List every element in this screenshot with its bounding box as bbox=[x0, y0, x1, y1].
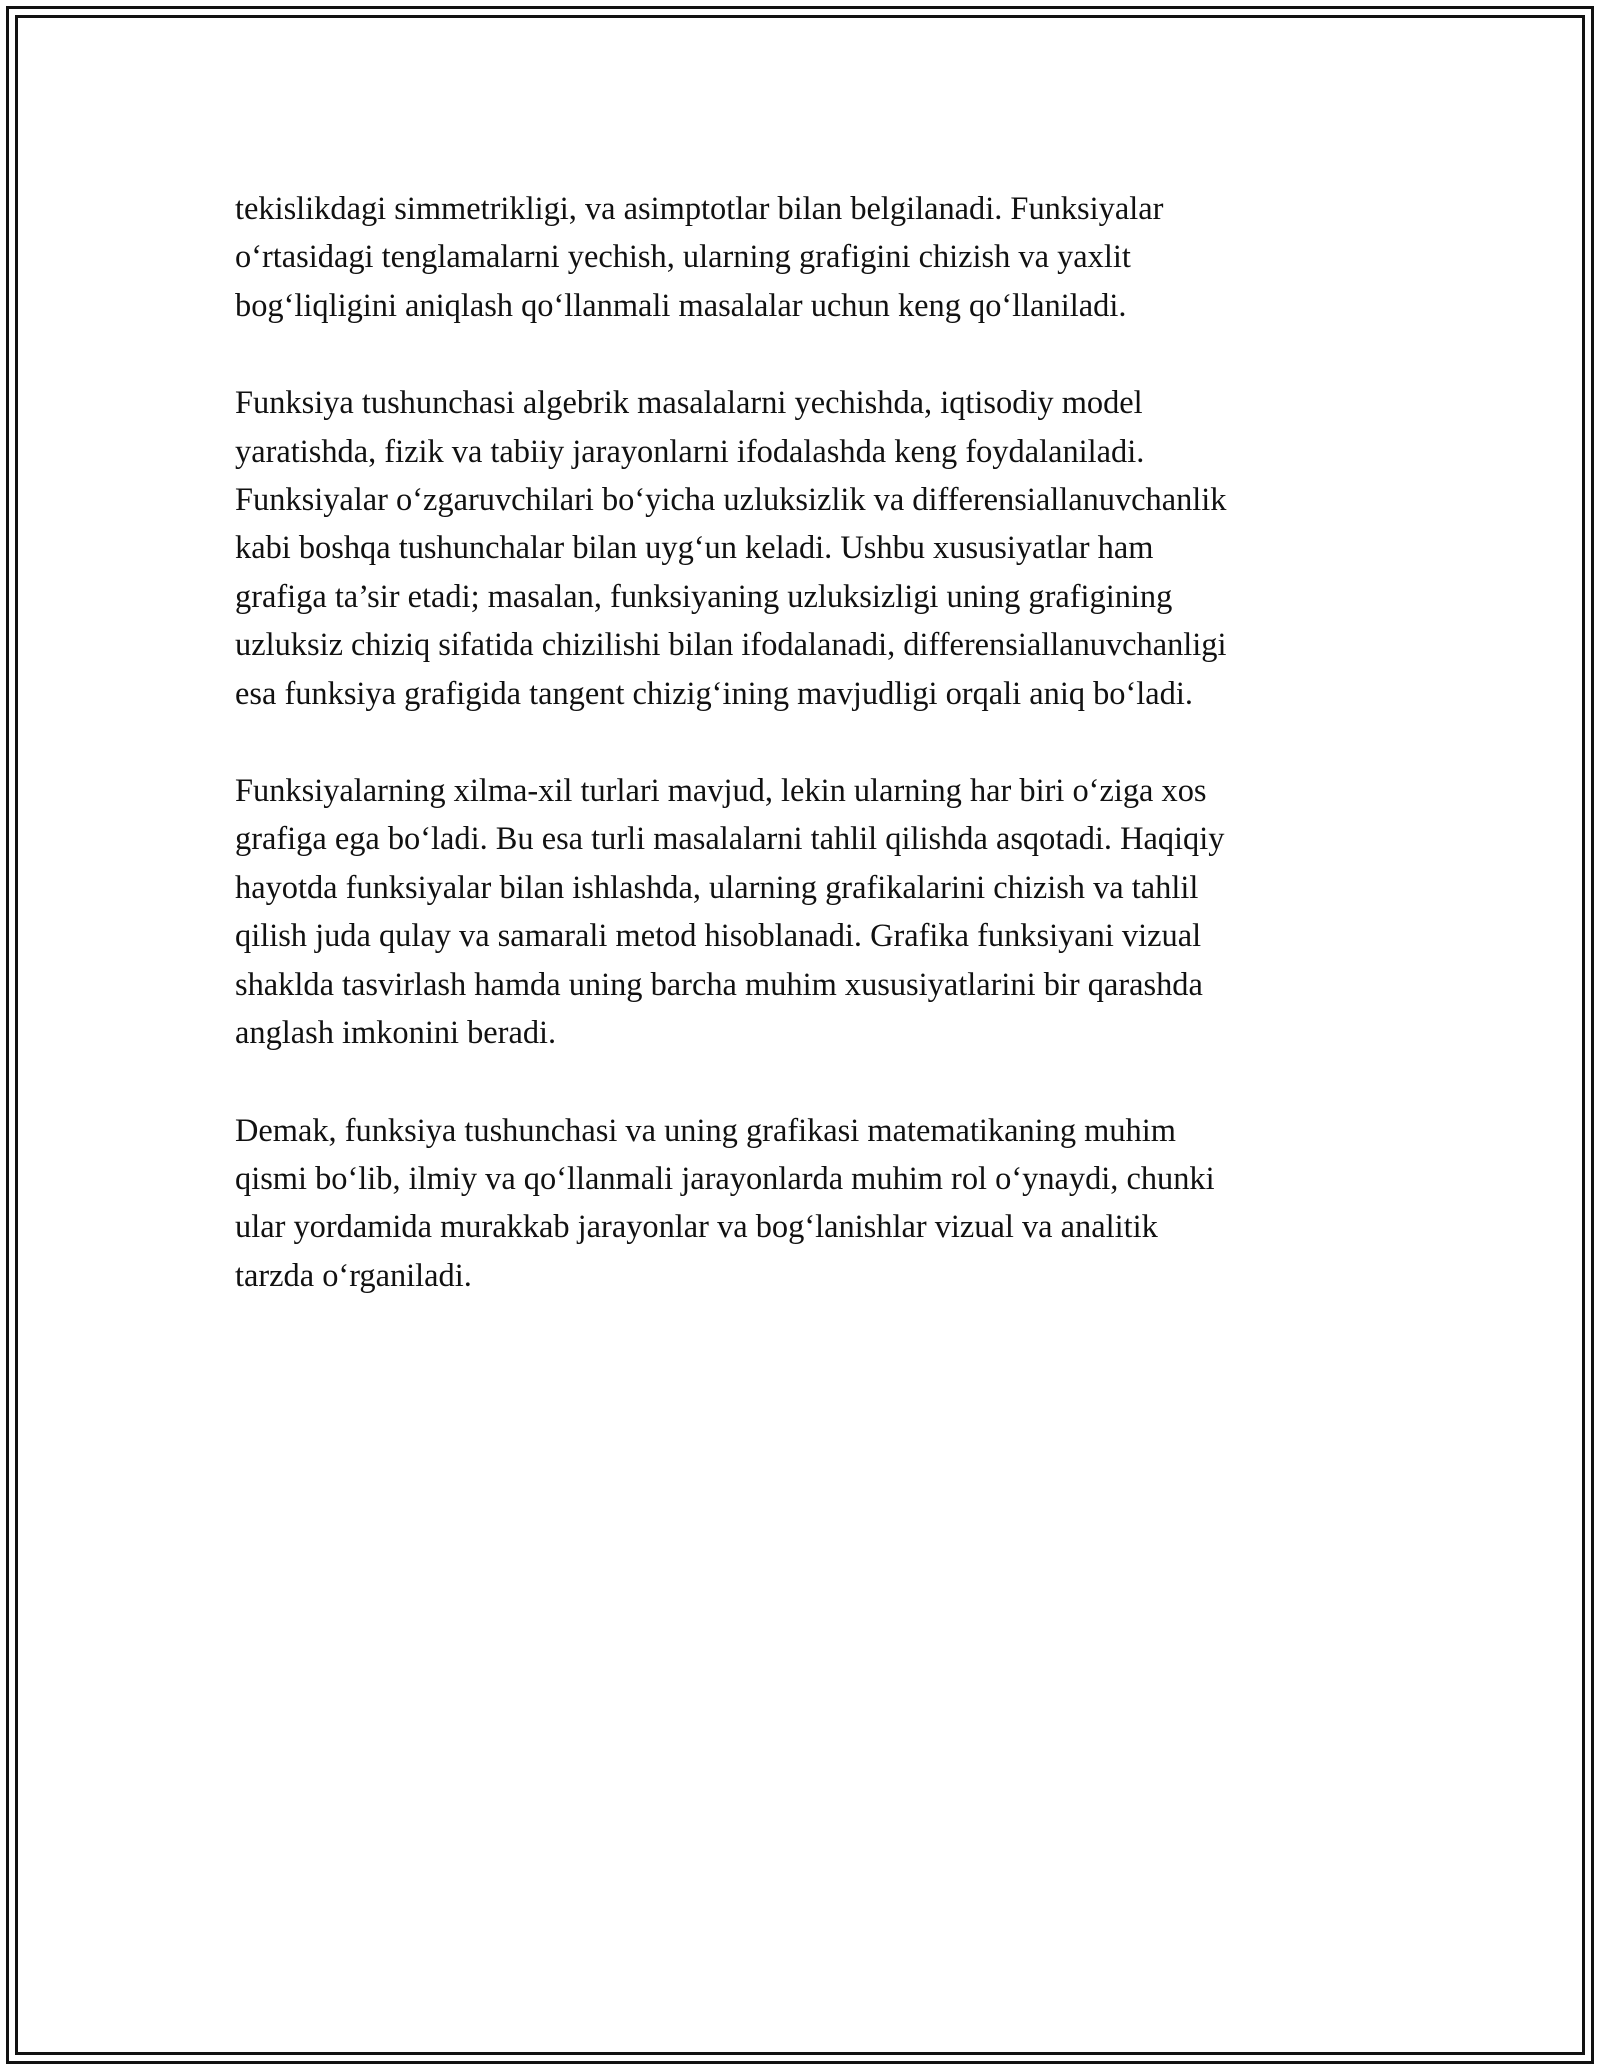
paragraph: Funksiya tushunchasi algebrik masalalarni yechishda, iqtisodiy model yaratishda, fizik va tabiiy jarayonlarni ifodalashda keng foydalaniladi. Funksiyalar o‘zgaruvchilari bo‘yicha uzluksizlik va differensiallanuvchanlik kabi boshqa tushunchalar bilan uyg‘un keladi. Ushbu xususiyatlar ham grafiga ta’sir etadi; masalan, funksiyaning uzluksizligi uning grafigining uzluksiz chiziq sifatida chizilishi bilan ifodalanadi, differensiallanuvchanligi esa funksiya grafigida tangent chizig‘ining mavjudligi orqali aniq bo‘ladi. bbox=[235, 385, 1227, 712]
paragraph: Funksiyalarning xilma-xil turlari mavjud, lekin ularning har biri o‘ziga xos grafiga ega bo‘ladi. Bu esa turli masalalarni tahlil qilishda asqotadi. Haqiqiy hayotda funksiyalar bilan ishlashda, ularning grafikalarini chizish va tahlil qilish juda qulay va samarali metod hisoblanadi. Grafika funksiyani vizual shaklda tasvirlash hamda uning barcha muhim xususiyatlarini bir qarashda anglash imkonini beradi. bbox=[235, 773, 1225, 1052]
paragraph: Demak, funksiya tushunchasi va uning grafikasi matematikaning muhim qismi bo‘lib, ilmiy va qo‘llanmali jarayonlarda muhim rol o‘ynaydi, chunki ular yordamida murakkab jarayonlar va bog‘lanishlar vizual va analitik tarzda o‘rganiladi. bbox=[235, 1112, 1215, 1294]
document-body bbox=[235, 185, 1375, 1349]
paragraph: tekislikdagi simmetrikligi, va asimptotlar bilan belgilanadi. Funksiyalar o‘rtasidagi tenglamalarni yechish, ularning grafigini chizish va yaxlit bog‘liqligini aniqlash qo‘llanmali masalalar uchun keng qo‘llaniladi. bbox=[235, 191, 1164, 324]
